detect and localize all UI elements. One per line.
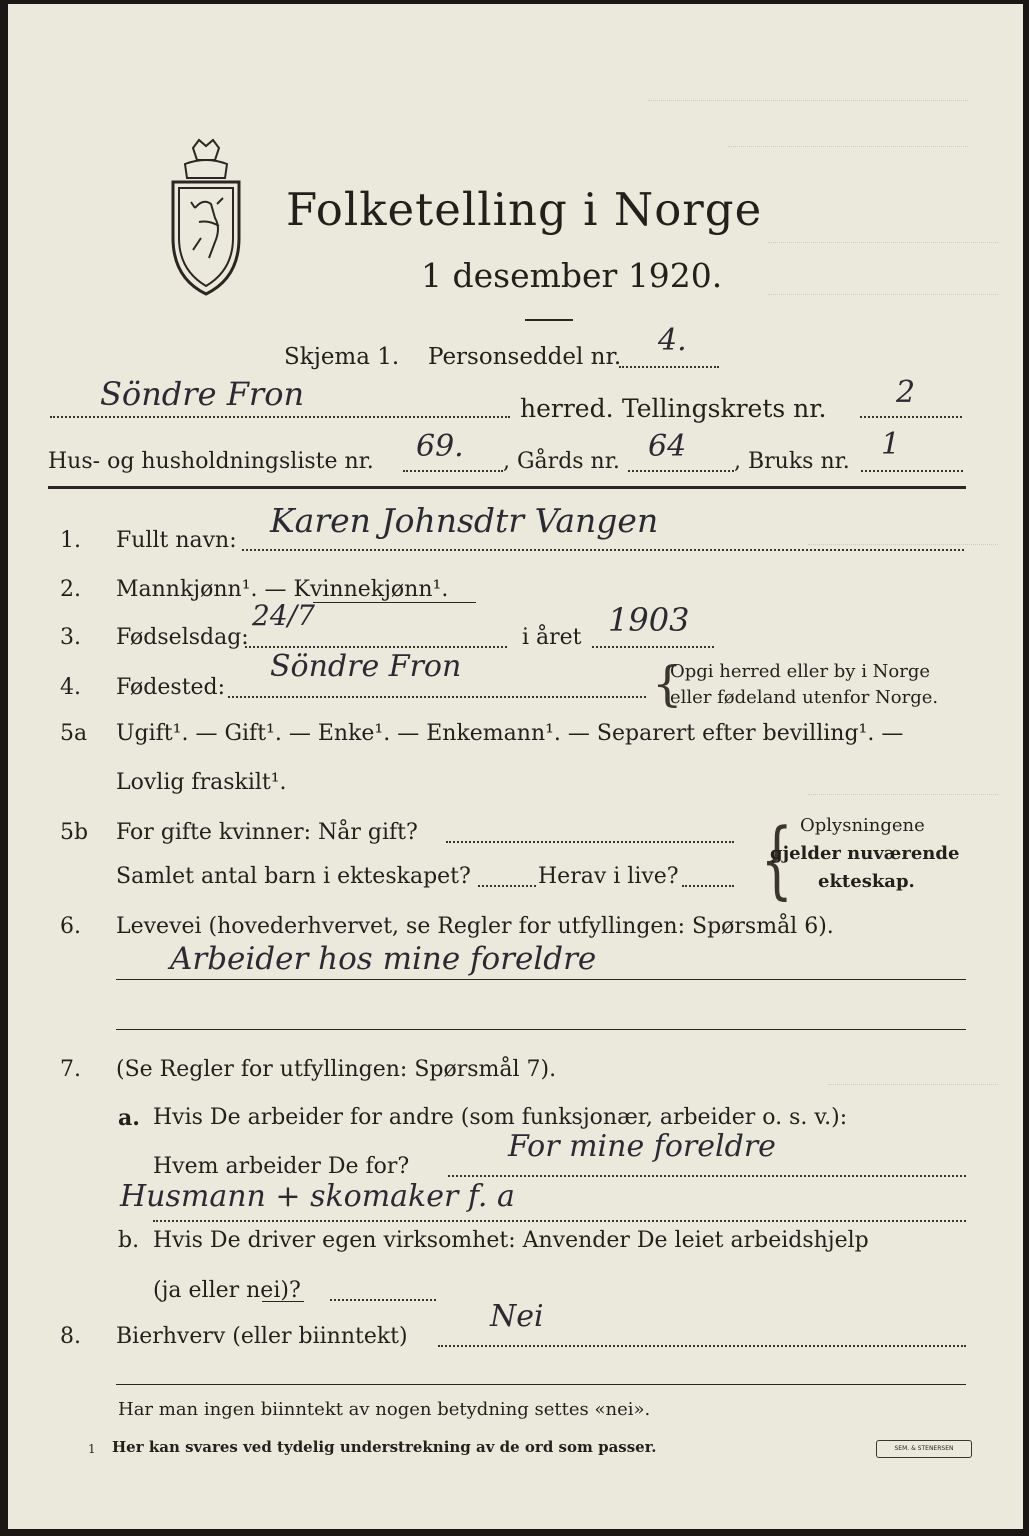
q5b-note-line2: gjelder nuværende	[770, 843, 960, 864]
q6-line1	[116, 979, 966, 980]
bleed-through-line	[808, 544, 998, 545]
bleed-through-line	[768, 242, 998, 243]
q5b-children-line	[478, 885, 536, 887]
q4-note-line2: eller fødeland utenfor Norge.	[670, 687, 939, 708]
q3-number: 3.	[60, 625, 81, 650]
personseddel-line	[619, 366, 719, 368]
q2-label: Mannkjønn¹. — Kvinnekjønn¹.	[116, 577, 449, 602]
q5a-label-line2: Lovlig fraskilt¹.	[116, 770, 287, 795]
q1-value: Karen Johnsdtr Vangen	[270, 501, 659, 540]
footnote-mark: 1	[88, 1442, 96, 1456]
q5b-note-line3: ekteskap.	[818, 871, 915, 892]
printer-stamp-text: SEM. & STENERSEN	[894, 1445, 954, 1452]
q5b-number: 5b	[60, 820, 89, 845]
bruks-line	[861, 470, 963, 472]
bleed-through-line	[768, 294, 998, 295]
q8-line	[438, 1345, 966, 1347]
q3-year-value: 1903	[608, 601, 690, 639]
husliste-value: 69.	[416, 429, 464, 464]
q7a-value-line2: Husmann + skomaker f. a	[120, 1179, 515, 1214]
q7a-label: Hvis De arbeider for andre (som funksjonær, arbeider o. s. v.):	[153, 1105, 848, 1130]
q7a-extra-line	[153, 1220, 966, 1222]
herred-value: Söndre Fron	[100, 375, 305, 413]
skjema-label: Skjema 1.	[284, 344, 400, 370]
q7b-label-line2: (ja eller nei)?	[153, 1278, 301, 1303]
gards-label: , Gårds nr.	[503, 449, 620, 474]
q7a-value: For mine foreldre	[508, 1129, 776, 1164]
tellingskrets-value: 2	[896, 375, 916, 410]
personseddel-label: Personseddel nr.	[428, 344, 622, 370]
husliste-line	[403, 470, 503, 472]
personseddel-value: 4.	[658, 323, 687, 358]
q5b-label-line3: Herav i live?	[538, 864, 679, 889]
q4-note-line1: Opgi herred eller by i Norge	[670, 661, 931, 682]
q6-line2	[116, 1029, 966, 1030]
q6-value: Arbeider hos mine foreldre	[170, 941, 597, 977]
gards-line	[628, 470, 734, 472]
bruks-label: , Bruks nr.	[734, 449, 850, 474]
q5b-brace: {	[760, 810, 793, 908]
q8-number: 8.	[60, 1324, 81, 1349]
q6-number: 6.	[60, 914, 81, 939]
bleed-through-line	[808, 794, 998, 795]
q8-value: Nei	[490, 1299, 544, 1334]
q7-number: 7.	[60, 1057, 81, 1082]
q3-line	[245, 646, 507, 648]
tellingskrets-line	[860, 416, 962, 418]
title-divider	[525, 319, 573, 321]
printer-stamp	[876, 1440, 972, 1458]
q2-number: 2.	[60, 577, 81, 602]
tellingskrets-label: Tellingskrets nr.	[622, 394, 827, 423]
q1-line	[242, 549, 964, 551]
q4-label: Fødested:	[116, 675, 226, 700]
q7-label: (Se Regler for utfyllingen: Spørsmål 7).	[116, 1057, 557, 1082]
bleed-through-line	[728, 146, 968, 147]
q7b-answer-line	[330, 1299, 436, 1301]
q4-value: Söndre Fron	[270, 649, 462, 684]
q5b-label-line2: Samlet antal barn i ekteskapet?	[116, 864, 471, 889]
husliste-label: Hus- og husholdningsliste nr.	[48, 449, 374, 474]
q4-line	[228, 696, 646, 698]
q1-label: Fullt navn:	[116, 528, 237, 553]
q5b-alive-line	[682, 885, 734, 887]
census-form-sheet	[8, 4, 1023, 1529]
q7a-label-line2: Hvem arbeider De for?	[153, 1154, 410, 1179]
q8-line2	[116, 1384, 966, 1385]
q8-label: Bierhverv (eller biinntekt)	[116, 1324, 408, 1349]
q5b-label: For gifte kvinner: Når gift?	[116, 820, 418, 845]
bleed-through-line	[828, 1084, 998, 1085]
gards-value: 64	[648, 429, 687, 464]
q7b-label: Hvis De driver egen virksomhet: Anvender De leiet arbeidshjelp	[153, 1228, 869, 1253]
page-title: Folketelling i Norge	[286, 183, 763, 236]
q4-brace: {	[652, 656, 683, 712]
header-divider	[48, 486, 966, 489]
biinntekt-note: Har man ingen biinntekt av nogen betydning settes «nei».	[118, 1399, 651, 1420]
bruks-value: 1	[881, 427, 901, 462]
norway-coat-of-arms-icon	[165, 138, 247, 296]
q7a-employer-line	[448, 1175, 966, 1177]
q6-label: Levevei (hovederhvervet, se Regler for utfyllingen: Spørsmål 6).	[116, 914, 834, 939]
q5b-note-line1: Oplysningene	[800, 815, 925, 836]
q3-year-label: i året	[522, 625, 582, 650]
census-date: 1 desember 1920.	[421, 256, 723, 295]
q2-underline	[313, 602, 476, 603]
q7a-letter: a.	[118, 1105, 140, 1131]
q5a-label: Ugift¹. — Gift¹. — Enke¹. — Enkemann¹. — Separert efter bevilling¹. —	[116, 721, 904, 746]
q3-value: 24/7	[252, 599, 315, 632]
herred-label: herred.	[520, 394, 614, 423]
q3-label: Fødselsdag:	[116, 625, 249, 650]
q3-year-line	[592, 646, 714, 648]
q7b-letter: b.	[118, 1228, 140, 1253]
q5a-number: 5a	[60, 721, 88, 746]
herred-line	[50, 416, 510, 418]
q5b-married-line	[446, 841, 734, 843]
footnote-text: Her kan svares ved tydelig understrekning av de ord som passer.	[112, 1438, 657, 1456]
bleed-through-line	[648, 100, 968, 101]
q1-number: 1.	[60, 528, 81, 553]
q7b-nei-underline	[262, 1301, 304, 1302]
q4-number: 4.	[60, 675, 81, 700]
